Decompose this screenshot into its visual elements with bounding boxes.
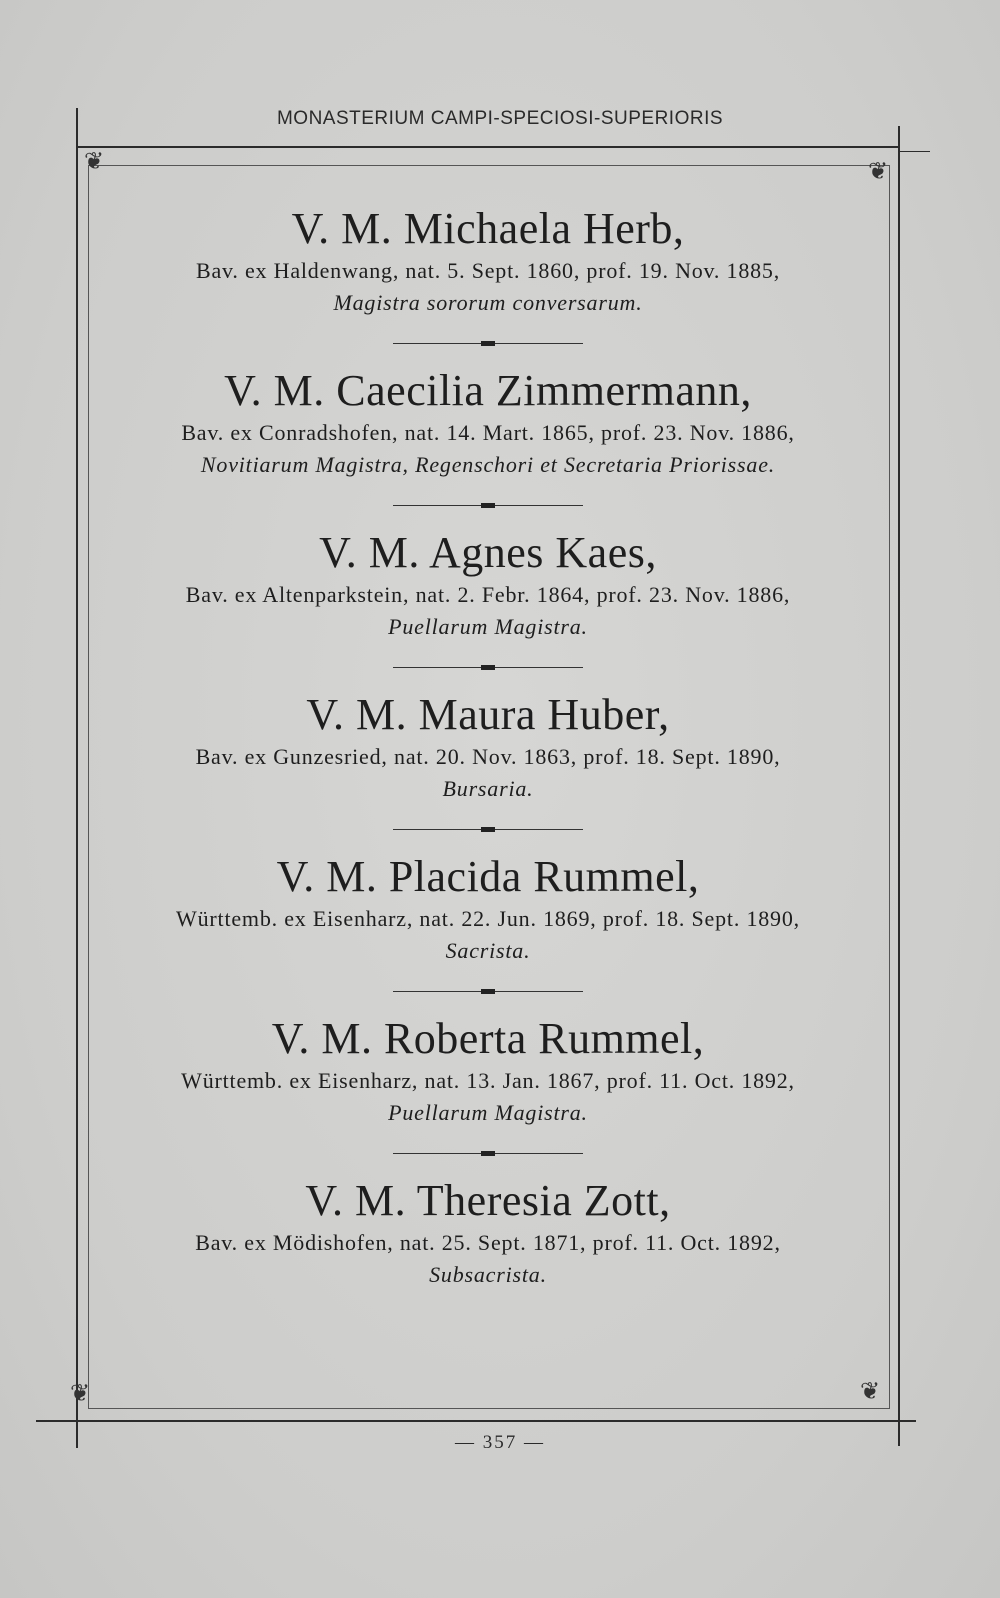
entry (88, 205, 888, 319)
entry-detail: Bav. ex Gunzesried, nat. 20. Nov. 1863, prof. 18. Sept. 1890, (195, 744, 781, 769)
entry-office: Sacrista. (445, 938, 531, 963)
entry (88, 853, 888, 967)
separator (393, 823, 583, 837)
entries-list (88, 205, 888, 1291)
separator (393, 337, 583, 351)
separator (393, 1147, 583, 1161)
entry-office: Magistra sororum conversarum. (333, 290, 643, 315)
entry (88, 367, 888, 481)
entry-detail: Bav. ex Altenparkstein, nat. 2. Febr. 1864, prof. 23. Nov. 1886, (185, 582, 791, 607)
ornament-bottom-left-icon: ❦ (70, 1381, 91, 1407)
entry-name: V. M. Maura Huber, (306, 690, 670, 739)
entry-detail: Bav. ex Mödishofen, nat. 25. Sept. 1871, prof. 11. Oct. 1892, (195, 1230, 781, 1255)
entry-office: Puellarum Magistra. (388, 614, 588, 639)
entry (88, 1015, 888, 1129)
entry-office: Subsacrista. (429, 1262, 547, 1287)
entry-detail: Bav. ex Conradshofen, nat. 14. Mart. 1865, prof. 23. Nov. 1886, (181, 420, 795, 445)
entry-name: V. M. Caecilia Zimmermann, (224, 366, 752, 415)
entry-name: V. M. Placida Rummel, (276, 852, 700, 901)
entry-detail: Württemb. ex Eisenharz, nat. 22. Jun. 1869, prof. 18. Sept. 1890, (176, 906, 800, 931)
entry-detail: Bav. ex Haldenwang, nat. 5. Sept. 1860, prof. 19. Nov. 1885, (195, 258, 781, 283)
entry-office: Novitiarum Magistra, Regenschori et Secretaria Priorissae. (200, 452, 776, 477)
ornament-bottom-right-icon: ❦ (860, 1379, 881, 1405)
frame-right-rule (898, 126, 900, 1446)
entry (88, 1177, 888, 1291)
entry-office: Puellarum Magistra. (388, 1100, 588, 1125)
frame-top-extension (900, 151, 930, 152)
entry (88, 691, 888, 805)
separator (393, 499, 583, 513)
entry-office: Bursaria. (442, 776, 534, 801)
ornament-top-right-icon: ❦ (868, 159, 889, 185)
entry-name: V. M. Roberta Rummel, (271, 1014, 705, 1063)
running-header: MONASTERIUM CAMPI-SPECIOSI-SUPERIORIS (276, 108, 724, 129)
page-number: — 357 — (455, 1432, 545, 1453)
entry-name: V. M. Theresia Zott, (305, 1176, 671, 1225)
entry (88, 529, 888, 643)
frame-left-rule (76, 108, 78, 1448)
frame-bottom-rule (36, 1420, 916, 1422)
entry-name: V. M. Agnes Kaes, (319, 528, 657, 577)
entry-name: V. M. Michaela Herb, (291, 204, 685, 253)
entry-detail: Württemb. ex Eisenharz, nat. 13. Jan. 1867, prof. 11. Oct. 1892, (181, 1068, 795, 1093)
frame-top-rule (78, 146, 900, 148)
separator (393, 661, 583, 675)
separator (393, 985, 583, 999)
ornament-top-left-icon: ❦ (84, 149, 105, 175)
